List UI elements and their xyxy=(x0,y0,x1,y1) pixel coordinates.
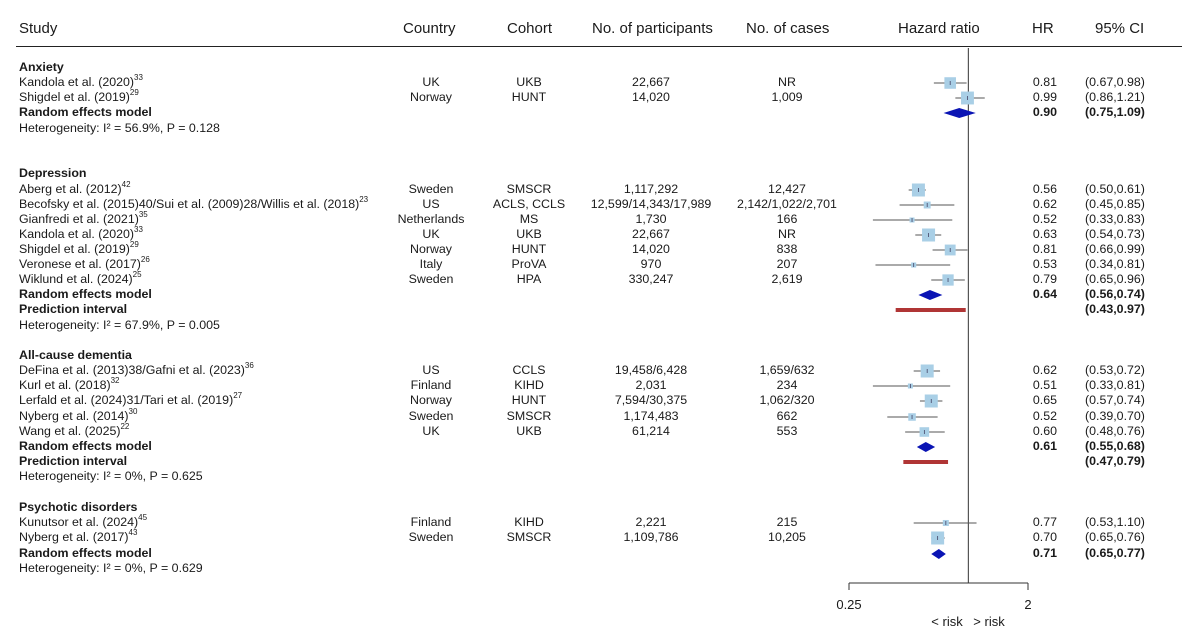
prediction-interval-label: Prediction interval xyxy=(19,454,128,468)
study-estimate-square xyxy=(910,218,915,223)
study-country: Italy xyxy=(419,257,443,271)
study-cohort: HPA xyxy=(516,272,542,286)
study-country: Norway xyxy=(410,393,452,407)
model-ci: (0.56,0.74) xyxy=(1085,287,1145,301)
study-hr: 0.53 xyxy=(1032,257,1057,271)
prediction-interval-bar xyxy=(903,460,948,464)
study-cases: 838 xyxy=(776,242,798,256)
study-name xyxy=(19,515,147,529)
heterogeneity-text: Heterogeneity: I² = 67.9%, P = 0.005 xyxy=(19,318,220,332)
study-label: Kunutsor et al. (2024) xyxy=(19,515,139,529)
study-country: US xyxy=(422,197,440,211)
study-participants: 970 xyxy=(640,257,662,271)
study-name xyxy=(19,182,131,196)
study-cohort: SMSCR xyxy=(506,409,552,423)
study-participants: 22,667 xyxy=(632,227,670,241)
study-cohort: HUNT xyxy=(511,242,547,256)
group-heading: All-cause dementia xyxy=(19,348,132,362)
random-effects-label: Random effects model xyxy=(19,546,152,560)
study-estimate-square xyxy=(945,245,956,256)
study-name xyxy=(19,393,242,407)
group-heading: Psychotic disorders xyxy=(19,500,138,514)
study-label: Aberg et al. (2012) xyxy=(19,182,122,196)
random-effects-label: Random effects model xyxy=(19,439,152,453)
study-country: Sweden xyxy=(408,530,454,544)
random-effects-label: Random effects model xyxy=(19,287,152,301)
study-reference: 35 xyxy=(138,210,148,219)
study-hr: 0.79 xyxy=(1032,272,1057,286)
study-cohort: CCLS xyxy=(512,363,546,377)
group-heading: Depression xyxy=(19,166,87,180)
study-estimate-square xyxy=(924,202,931,209)
model-hr: 0.61 xyxy=(1032,439,1057,453)
study-cases: 12,427 xyxy=(768,182,806,196)
study-cohort: HUNT xyxy=(511,393,547,407)
study-label: Nyberg et al. (2017) xyxy=(19,530,129,544)
study-hr: 0.60 xyxy=(1032,424,1057,438)
header-participants: No. of participants xyxy=(592,20,713,37)
study-name xyxy=(19,90,139,104)
study-cases: 2,142/1,022/2,701 xyxy=(737,197,837,211)
study-cases: 1,062/320 xyxy=(759,393,815,407)
study-cohort: KIHD xyxy=(514,378,544,392)
study-reference: 27 xyxy=(233,391,243,400)
study-reference: 22 xyxy=(120,422,130,431)
study-estimate-square xyxy=(921,365,934,378)
study-name xyxy=(19,424,129,438)
study-cases: 166 xyxy=(776,212,798,226)
study-country: Finland xyxy=(410,515,452,529)
study-country: Norway xyxy=(410,90,452,104)
study-country: UK xyxy=(422,424,440,438)
study-reference: 26 xyxy=(140,255,150,264)
study-cases: 1,009 xyxy=(771,90,803,104)
study-reference: 32 xyxy=(110,376,120,385)
study-country: Netherlands xyxy=(397,212,465,226)
study-estimate-square xyxy=(931,532,944,545)
study-ci: (0.33,0.81) xyxy=(1085,378,1145,392)
study-participants: 14,020 xyxy=(632,242,670,256)
study-hr: 0.99 xyxy=(1032,90,1057,104)
study-cohort: SMSCR xyxy=(506,530,552,544)
study-hr: 0.62 xyxy=(1032,197,1057,211)
study-name xyxy=(19,75,143,89)
study-country: Sweden xyxy=(408,182,454,196)
study-reference: 33 xyxy=(134,73,143,82)
study-participants: 2,031 xyxy=(635,378,667,392)
study-name xyxy=(19,227,143,241)
study-cohort: ACLS, CCLS xyxy=(492,197,566,211)
study-cases: 2,619 xyxy=(771,272,803,286)
study-estimate-square xyxy=(912,184,925,197)
study-estimate-square xyxy=(942,274,953,285)
header-ci: 95% CI xyxy=(1095,20,1145,37)
study-reference: 23 xyxy=(359,195,369,204)
study-participants: 1,109,786 xyxy=(623,530,679,544)
study-name xyxy=(19,257,150,271)
study-name xyxy=(19,363,254,377)
study-cohort: MS xyxy=(519,212,539,226)
model-ci: (0.55,0.68) xyxy=(1085,439,1145,453)
random-effects-diamond xyxy=(931,549,946,559)
axis-tick-min: 0.25 xyxy=(836,597,862,612)
study-name xyxy=(19,409,137,423)
study-reference: 33 xyxy=(134,225,143,234)
study-cohort: UKB xyxy=(516,75,542,89)
study-name xyxy=(19,197,368,211)
model-hr: 0.64 xyxy=(1032,287,1057,301)
study-reference: 43 xyxy=(128,528,138,537)
study-label: Wang et al. (2025) xyxy=(19,424,121,438)
study-label: Nyberg et al. (2014) xyxy=(19,409,129,423)
study-cases: 207 xyxy=(776,257,798,271)
study-estimate-square xyxy=(908,413,916,421)
study-cases: 10,205 xyxy=(768,530,806,544)
study-ci: (0.65,0.76) xyxy=(1085,530,1145,544)
study-participants: 1,174,483 xyxy=(623,409,679,423)
study-ci: (0.33,0.83) xyxy=(1085,212,1145,226)
study-participants: 1,730 xyxy=(635,212,667,226)
prediction-interval-bar xyxy=(896,308,966,312)
study-reference: 25 xyxy=(132,270,142,279)
study-cohort: KIHD xyxy=(514,515,544,529)
header-cases: No. of cases xyxy=(746,20,830,37)
study-ci: (0.39,0.70) xyxy=(1085,409,1145,423)
model-ci: (0.65,0.77) xyxy=(1085,546,1145,560)
header-hr: HR xyxy=(1032,20,1054,37)
heterogeneity-text: Heterogeneity: I² = 56.9%, P = 0.128 xyxy=(19,121,220,135)
study-label: Veronese et al. (2017) xyxy=(19,257,141,271)
study-label: Lerfald et al. (2024)31/Tari et al. (2019) xyxy=(19,393,234,407)
study-name xyxy=(19,272,142,286)
study-hr: 0.81 xyxy=(1032,75,1057,89)
study-hr: 0.52 xyxy=(1032,212,1057,226)
heterogeneity-text: Heterogeneity: I² = 0%, P = 0.629 xyxy=(19,561,203,575)
study-ci: (0.50,0.61) xyxy=(1085,182,1145,196)
study-hr: 0.81 xyxy=(1032,242,1057,256)
study-cases: 1,659/632 xyxy=(759,363,815,377)
study-estimate-square xyxy=(908,384,913,389)
study-hr: 0.56 xyxy=(1032,182,1057,196)
study-estimate-square xyxy=(961,92,974,105)
study-label: DeFina et al. (2013)38/Gafni et al. (2023) xyxy=(19,363,245,377)
prediction-ci: (0.43,0.97) xyxy=(1085,302,1145,316)
study-hr: 0.65 xyxy=(1032,393,1057,407)
header-rule xyxy=(16,46,1182,47)
group-heading: Anxiety xyxy=(19,60,64,74)
heterogeneity-text: Heterogeneity: I² = 0%, P = 0.625 xyxy=(19,469,203,483)
study-hr: 0.62 xyxy=(1032,363,1057,377)
study-label: Becofsky et al. (2015)40/Sui et al. (2009)28/Willis et al. (2018) xyxy=(19,197,360,211)
study-name xyxy=(19,378,120,392)
study-cohort: HUNT xyxy=(511,90,547,104)
study-ci: (0.86,1.21) xyxy=(1085,90,1145,104)
study-cohort: UKB xyxy=(516,424,542,438)
prediction-interval-label: Prediction interval xyxy=(19,302,128,316)
model-hr: 0.71 xyxy=(1032,546,1057,560)
study-reference: 29 xyxy=(129,240,139,249)
study-country: Finland xyxy=(410,378,452,392)
study-country: US xyxy=(422,363,440,377)
study-participants: 12,599/14,343/17,989 xyxy=(590,197,712,211)
study-cohort: UKB xyxy=(516,227,542,241)
study-participants: 330,247 xyxy=(628,272,674,286)
study-country: UK xyxy=(422,227,440,241)
study-hr: 0.52 xyxy=(1032,409,1057,423)
study-estimate-square xyxy=(943,520,949,526)
study-cases: 234 xyxy=(776,378,798,392)
model-ci: (0.75,1.09) xyxy=(1085,105,1145,119)
axis-tick-max: 2 xyxy=(1024,597,1032,612)
study-hr: 0.70 xyxy=(1032,530,1057,544)
study-estimate-square xyxy=(925,395,938,408)
study-cases: 215 xyxy=(776,515,798,529)
study-reference: 36 xyxy=(244,361,254,370)
study-ci: (0.54,0.73) xyxy=(1085,227,1145,241)
study-participants: 2,221 xyxy=(635,515,667,529)
study-ci: (0.45,0.85) xyxy=(1085,197,1145,211)
header-cohort: Cohort xyxy=(507,20,553,37)
study-name xyxy=(19,242,139,256)
study-estimate-square xyxy=(920,427,930,437)
study-name xyxy=(19,212,148,226)
header-study: Study xyxy=(19,20,58,37)
study-country: Sweden xyxy=(408,272,454,286)
study-participants: 61,214 xyxy=(632,424,670,438)
study-hr: 0.51 xyxy=(1032,378,1057,392)
axis-higher-risk-label: > risk xyxy=(973,614,1005,629)
random-effects-label: Random effects model xyxy=(19,105,152,119)
header-country: Country xyxy=(403,20,456,37)
study-ci: (0.57,0.74) xyxy=(1085,393,1145,407)
study-ci: (0.67,0.98) xyxy=(1085,75,1145,89)
study-ci: (0.53,1.10) xyxy=(1085,515,1145,529)
study-reference: 30 xyxy=(128,407,138,416)
study-estimate-square xyxy=(944,77,956,89)
prediction-ci: (0.47,0.79) xyxy=(1085,454,1145,468)
study-label: Shigdel et al. (2019) xyxy=(19,90,130,104)
study-hr: 0.77 xyxy=(1032,515,1057,529)
study-label: Kurl et al. (2018) xyxy=(19,378,111,392)
study-cases: NR xyxy=(778,75,796,89)
study-participants: 19,458/6,428 xyxy=(614,363,688,377)
study-participants: 1,117,292 xyxy=(623,182,679,196)
study-label: Shigdel et al. (2019) xyxy=(19,242,130,256)
study-label: Kandola et al. (2020) xyxy=(19,227,135,241)
random-effects-diamond xyxy=(918,290,942,300)
study-label: Gianfredi et al. (2021) xyxy=(19,212,139,226)
study-reference: 42 xyxy=(121,180,131,189)
study-country: UK xyxy=(422,75,440,89)
study-estimate-square xyxy=(922,229,935,242)
study-ci: (0.48,0.76) xyxy=(1085,424,1145,438)
study-cases: 553 xyxy=(776,424,798,438)
study-label: Kandola et al. (2020) xyxy=(19,75,135,89)
random-effects-diamond xyxy=(944,108,976,118)
study-ci: (0.66,0.99) xyxy=(1085,242,1145,256)
study-cohort: ProVA xyxy=(511,257,547,271)
study-cases: NR xyxy=(778,227,796,241)
study-cases: 662 xyxy=(776,409,798,423)
study-ci: (0.53,0.72) xyxy=(1085,363,1145,377)
study-cohort: SMSCR xyxy=(506,182,552,196)
study-estimate-square xyxy=(911,262,916,267)
study-participants: 14,020 xyxy=(632,90,670,104)
study-label: Wiklund et al. (2024) xyxy=(19,272,133,286)
study-participants: 7,594/30,375 xyxy=(614,393,688,407)
study-country: Sweden xyxy=(408,409,454,423)
study-ci: (0.65,0.96) xyxy=(1085,272,1145,286)
study-reference: 45 xyxy=(138,513,148,522)
header-hazard-ratio: Hazard ratio xyxy=(898,20,980,37)
study-hr: 0.63 xyxy=(1032,227,1057,241)
study-country: Norway xyxy=(410,242,452,256)
study-ci: (0.34,0.81) xyxy=(1085,257,1145,271)
study-name xyxy=(19,530,137,544)
study-reference: 29 xyxy=(129,88,139,97)
random-effects-diamond xyxy=(917,442,935,452)
axis-lower-risk-label: < risk xyxy=(931,614,963,629)
study-participants: 22,667 xyxy=(632,75,670,89)
model-hr: 0.90 xyxy=(1032,105,1057,119)
